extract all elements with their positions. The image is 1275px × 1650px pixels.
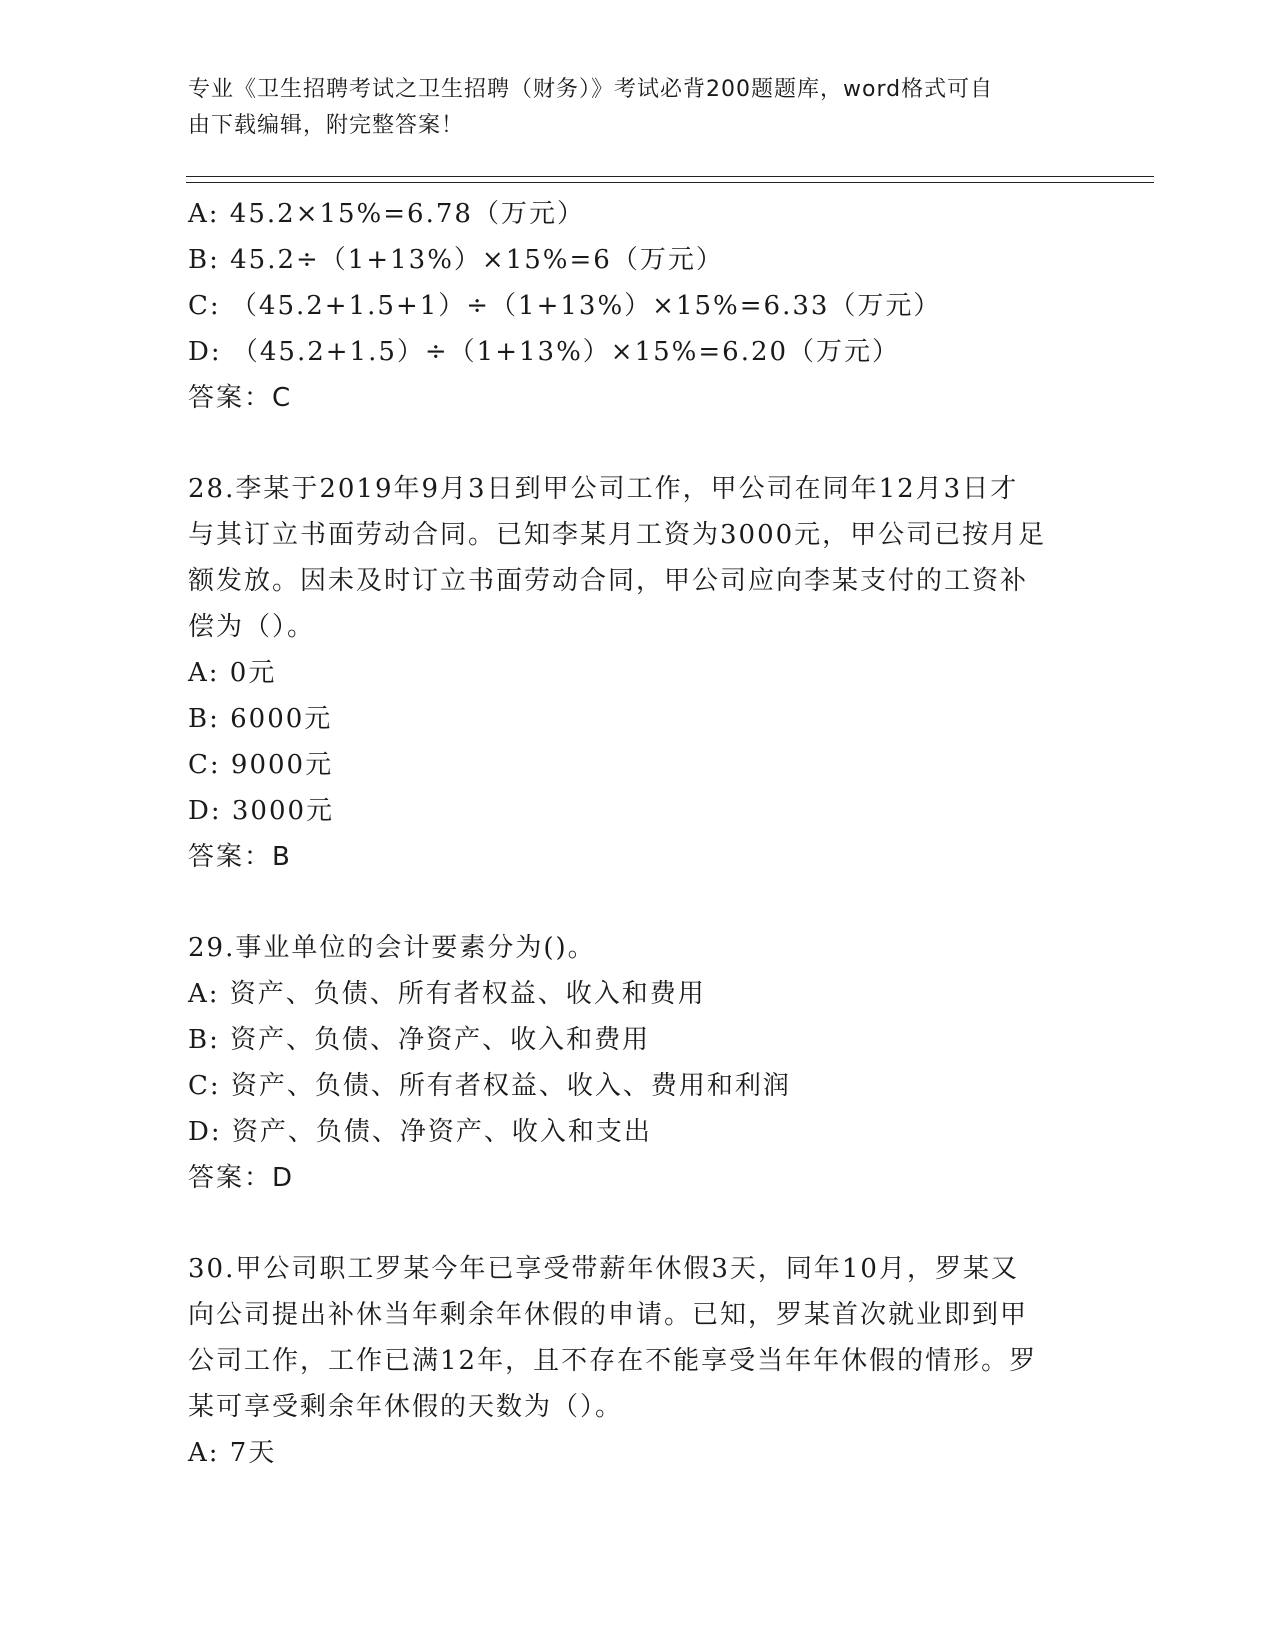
option-d: D: 资产、负债、净资产、收入和支出 (188, 1117, 652, 1147)
option-c: C: 资产、负债、所有者权益、收入、费用和利润 (188, 1071, 791, 1101)
option-a: A: 0元 (188, 658, 277, 688)
header-line-1: 专业《卫生招聘考试之卫生招聘（财务）》考试必背200题题库，word格式可自 (188, 77, 994, 102)
option-a: A: 7天 (188, 1438, 277, 1468)
option-b: B: 45.2÷（1+13%）×15%=6（万元） (188, 245, 724, 275)
question-stem-line: 偿为（）。 (188, 612, 316, 642)
question-block-28 (188, 466, 1088, 880)
header-rule-top (186, 176, 1154, 177)
header-line-2: 由下载编辑，附完整答案！ (188, 113, 465, 138)
question-stem-line: 30.甲公司职工罗某今年已享受带薪年休假3天，同年10月，罗某又 (188, 1254, 1019, 1284)
option-b: B: 6000元 (188, 704, 333, 734)
option-a: A: 45.2×15%=6.78（万元） (188, 199, 585, 229)
document-header (188, 72, 1088, 144)
question-block-29 (188, 925, 1088, 1201)
question-block-30 (188, 1246, 1088, 1476)
spacer (188, 1201, 1088, 1246)
question-stem-line: 某可享受剩余年休假的天数为（）。 (188, 1392, 624, 1422)
option-b: B: 资产、负债、净资产、收入和费用 (188, 1025, 651, 1055)
spacer (188, 421, 1088, 466)
option-a: A: 资产、负债、所有者权益、收入和费用 (188, 979, 706, 1009)
question-stem-line: 公司工作，工作已满12年，且不存在不能享受当年年休假的情形。罗 (188, 1346, 1038, 1376)
option-c: C: （45.2+1.5+1）÷（1+13%）×15%=6.33（万元） (188, 291, 942, 321)
header-rule-bottom (186, 182, 1154, 183)
question-stem-line: 与其订立书面劳动合同。已知李某月工资为3000元，甲公司已按月足 (188, 520, 1047, 550)
option-c: C: 9000元 (188, 750, 334, 780)
question-stem-line: 29.事业单位的会计要素分为()。 (188, 933, 596, 963)
question-stem-line: 向公司提出补休当年剩余年休假的申请。已知，罗某首次就业即到甲 (188, 1300, 1029, 1330)
answer: 答案：B (188, 842, 292, 872)
question-stem-line: 28.李某于2019年9月3日到甲公司工作，甲公司在同年12月3日才 (188, 474, 1019, 504)
answer: 答案：D (188, 1163, 295, 1193)
document-body (188, 191, 1088, 1476)
question-block-27 (188, 191, 1088, 421)
option-d: D: 3000元 (188, 796, 335, 826)
answer: 答案：C (188, 383, 293, 413)
option-d: D: （45.2+1.5）÷（1+13%）×15%=6.20（万元） (188, 337, 901, 367)
spacer (188, 880, 1088, 925)
question-stem-line: 额发放。因未及时订立书面劳动合同，甲公司应向李某支付的工资补 (188, 566, 1029, 596)
